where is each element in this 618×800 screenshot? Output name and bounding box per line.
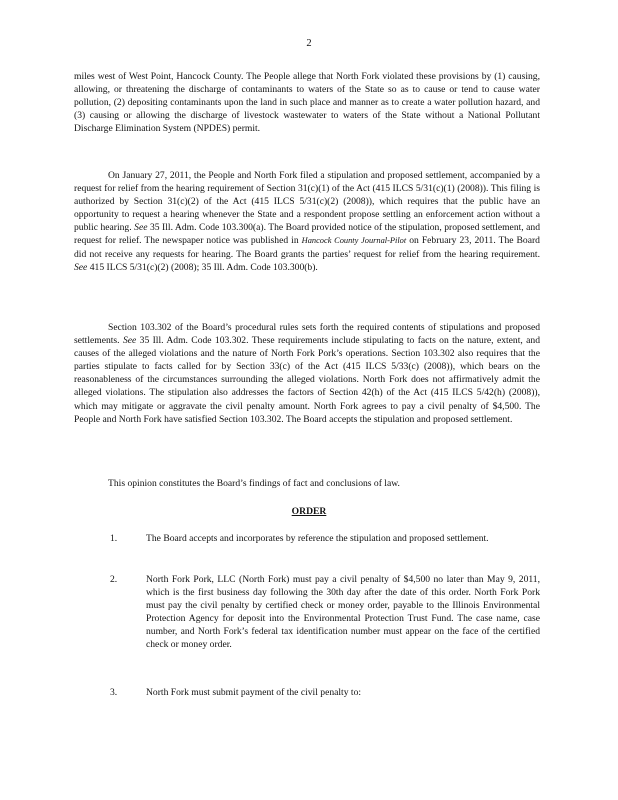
paragraph-stipulation-filing xyxy=(74,169,540,274)
see-signal: See xyxy=(134,222,148,234)
newspaper-name: Hancock County Journal-Pilot xyxy=(301,236,407,246)
paragraph-text: on February 23, 2011. The Board did not receive any requests for hearing. The Board grants the parties’ request for relief from the hearing requirement. xyxy=(74,235,540,260)
order-item xyxy=(74,573,540,652)
paragraph-text: Section 103.302 of the Board’s procedural rules sets forth the required contents of stipulations and proposed settlements. xyxy=(74,322,540,347)
page-number: 2 xyxy=(306,38,312,49)
order-heading xyxy=(0,505,618,518)
paragraph-text: On January 27, 2011, the People and North Fork filed a stipulation and proposed settlement, accompanied by a request for relief from the hearing requirement of Section 31(c)(1) of the Act (415 ILCS 5/31(c)(1) (2008)). This filing is authorized by Section 31(c)(2) of the Act (415 ILCS 5/31(c)(2) (2008)), which requires that the public have an opportunity to request a hearing whenever the State and a respondent propose settling an enforcement action without a public hearing. xyxy=(74,170,540,234)
see-signal: See xyxy=(74,261,88,273)
order-item xyxy=(74,532,540,545)
paragraph-allegations: miles west of West Point, Hancock County. The People allege that North Fork violated these provisions by (1) causing, allowing, or threatening the discharge of contaminants to waters of the State so as to cause or tend to cause water pollution, (2) depositing contaminants upon the land in such place and manner as to create a water pollution hazard, and (3) causing or allowing the discharge of livestock wastewater to waters of the State without a National Pollutant Discharge Elimination System (NPDES) permit. xyxy=(74,71,540,135)
order-item-number: 3. xyxy=(110,687,118,698)
order-item-text: The Board accepts and incorporates by reference the stipulation and proposed settlement. xyxy=(146,533,489,544)
see-signal: See xyxy=(122,335,137,347)
paragraph-text: 35 Ill. Adm. Code 103.300(a). The Board provided notice of the stipulation, proposed settlement, and request for relief. The newspaper notice was published in xyxy=(74,222,541,247)
order-item xyxy=(74,686,540,699)
order-item-number: 2. xyxy=(110,574,118,585)
paragraph-text: 35 Ill. Adm. Code 103.302. These requirements include stipulating to facts on the nature, extent, and causes of the alleged violations and the nature of North Fork Pork’s operations. Section 103.302 also requires that the parties stipulate to facts called for by Section 33(c) of the Act (415 ILCS 5/33(c) (2008)), which bears on the reasonableness of the circumstances surrounding the alleged violations. North Fork does not affirmatively admit the alleged violations. The stipulation also addresses the factors of Section 42(h) of the Act (415 ILCS 5/42(h) (2008)), which may mitigate or aggravate the civil penalty amount. North Fork agrees to pay a civil penalty of $4,500. The People and North Fork have satisfied Section 103.302. The Board accepts the stipulation and proposed settlement. xyxy=(74,335,541,425)
order-item-text: North Fork must submit payment of the civil penalty to: xyxy=(146,687,362,698)
paragraph-text: 415 ILCS 5/31(c)(2) (2008); 35 Ill. Adm. Code 103.300(b). xyxy=(89,261,318,273)
paragraph-findings: This opinion constitutes the Board’s findings of fact and conclusions of law. xyxy=(108,478,400,489)
order-heading-text: ORDER xyxy=(291,506,327,517)
paragraph-procedural-rules xyxy=(74,321,540,426)
order-item-number: 1. xyxy=(110,533,118,544)
order-item-text: North Fork Pork, LLC (North Fork) must pay a civil penalty of $4,500 no later than May 9, 2011, which is the first business day following the 30th day after the date of this order. North Fork Pork must pay the civil penalty by certified check or money order, payable to the Illinois Environmental Protection Agency for deposit into the Environmental Protection Trust Fund. The case name, case number, and North Fork’s federal tax identification number must appear on the face of the certified check or money order. xyxy=(146,574,540,651)
